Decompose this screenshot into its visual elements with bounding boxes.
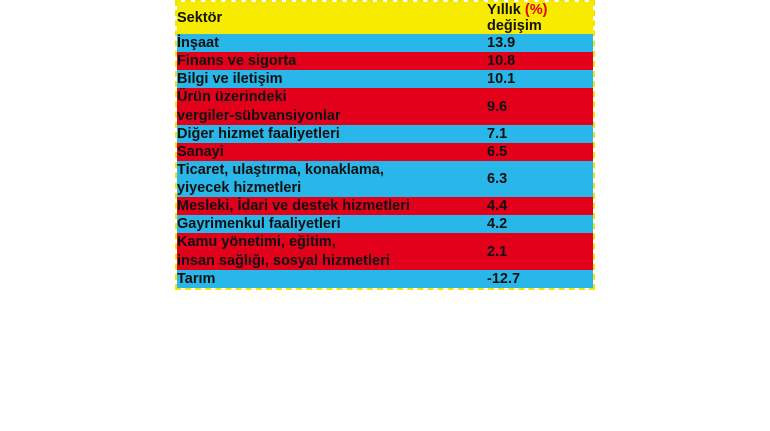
row-label-gayrimenkul-faaliyetleri — [177, 215, 487, 233]
table-row — [177, 88, 593, 124]
table-row — [177, 270, 593, 288]
row-label-bilgi-ve-iletisim — [177, 70, 487, 88]
statistics-table-container — [175, 0, 595, 290]
row-value-ticaret-ulastirma: 6.3 — [487, 171, 508, 187]
row-label-line: Mesleki, İdari ve destek hizmetleri — [177, 198, 410, 215]
table-row — [177, 125, 593, 143]
table-row — [177, 215, 593, 233]
row-label-line: Ürün üzerindeki — [177, 89, 287, 106]
row-label-line: Diğer hizmet faaliyetleri — [177, 125, 340, 142]
row-label-line: yiyecek hizmetleri — [177, 180, 302, 196]
table-body — [177, 34, 593, 288]
row-value-tarim: -12.7 — [487, 270, 521, 287]
row-label-line: insan sağlığı, sosyal hizmetleri — [177, 252, 390, 269]
row-label-line: Gayrimenkul faaliyetleri — [177, 216, 341, 233]
table-header-row — [177, 2, 593, 34]
row-label-ticaret-ulastirma — [177, 161, 487, 197]
row-label-line: Tarım — [177, 270, 216, 287]
row-label-mesleki-idari-destek — [177, 197, 487, 215]
table-row — [177, 143, 593, 161]
row-value-gayrimenkul-faaliyetleri: 4.2 — [487, 216, 508, 233]
row-label-sanayi — [177, 143, 487, 161]
column-header-percent-symbol: (%) — [524, 2, 548, 18]
row-value-urun-uzerindeki-vergiler: 9.6 — [487, 98, 508, 115]
table-row — [177, 34, 593, 52]
row-value-sanayi: 6.5 — [487, 143, 508, 160]
row-value-diger-hizmet-faaliyetleri: 7.1 — [487, 125, 508, 142]
table-row — [177, 233, 593, 269]
row-value-finans-ve-sigorta: 10.8 — [487, 53, 516, 70]
row-label-diger-hizmet-faaliyetleri — [177, 125, 487, 143]
column-header-annual-change-line2: değişim — [487, 18, 542, 34]
row-label-line: Ticaret, ulaştırma, konaklama, — [177, 161, 384, 178]
row-label-insaat — [177, 34, 487, 52]
table-row — [177, 52, 593, 70]
table-row — [177, 197, 593, 215]
row-label-line: vergiler-sübvansiyonlar — [177, 107, 341, 124]
row-label-finans-ve-sigorta — [177, 52, 487, 70]
row-label-urun-uzerindeki-vergiler — [177, 88, 487, 124]
column-header-annual-text: Yıllık — [487, 2, 525, 18]
table-row — [177, 161, 593, 197]
row-label-line: Bilgi ve iletişim — [177, 71, 283, 88]
row-label-kamu-yonetimi-egitim — [177, 233, 487, 269]
column-header-annual-change-line1 — [487, 2, 579, 18]
row-value-bilgi-ve-iletisim: 10.1 — [487, 71, 516, 88]
row-label-line: Sanayi — [177, 143, 224, 160]
row-label-tarim — [177, 270, 487, 288]
row-value-kamu-yonetimi-egitim: 2.1 — [487, 243, 508, 260]
row-label-line: Kamu yönetimi, eğitim, — [177, 234, 336, 251]
row-value-mesleki-idari-destek: 4.4 — [487, 198, 508, 215]
sector-change-table — [177, 2, 593, 288]
column-header-sector — [177, 2, 487, 34]
table-row — [177, 70, 593, 88]
row-label-line: Finans ve sigorta — [177, 53, 297, 70]
table-header — [177, 2, 593, 34]
column-header-sector-label: Sektör — [177, 10, 223, 26]
row-value-insaat: 13.9 — [487, 35, 516, 52]
row-label-line: İnşaat — [177, 35, 219, 51]
column-header-annual-change — [487, 2, 593, 34]
